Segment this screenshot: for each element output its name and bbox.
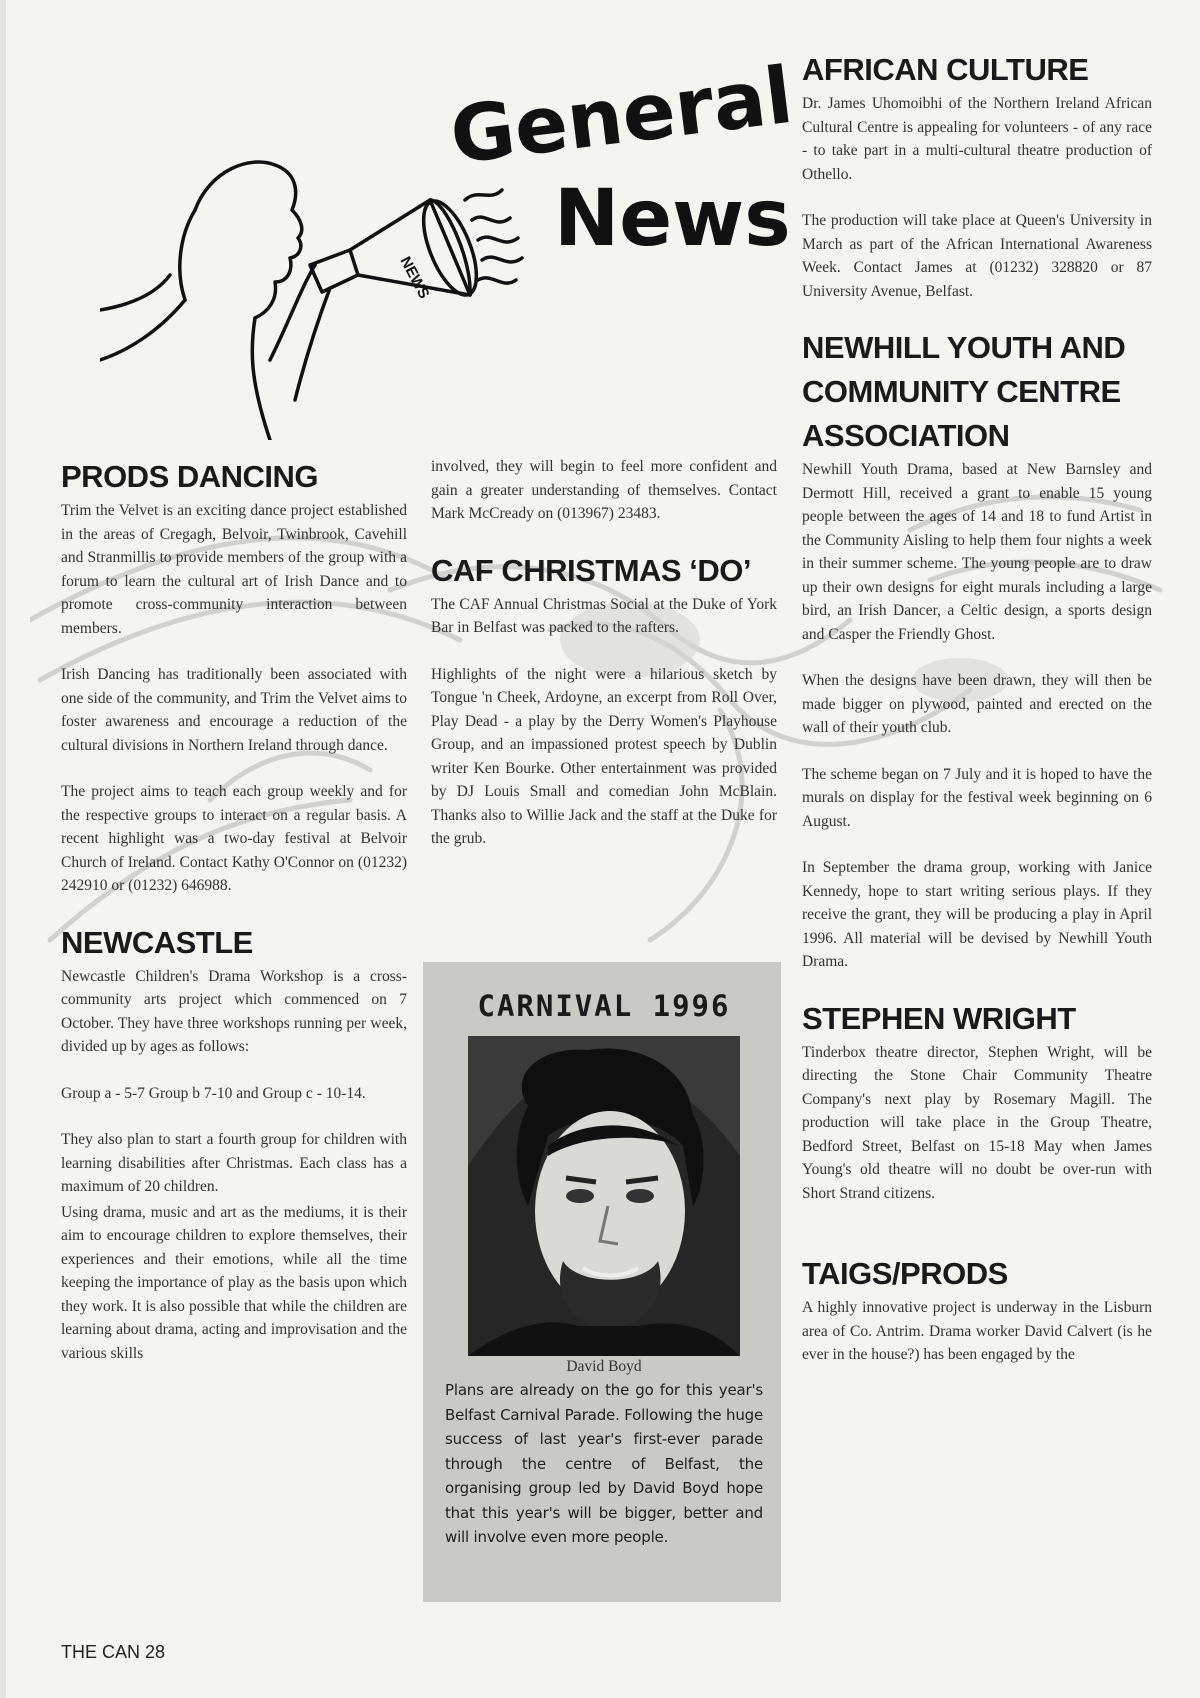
article-paragraph: Newhill Youth Drama, based at New Barnsley and Dermott Hill, received a grant to enable 15 young people between the ages of 14 and 18 to fund Artist in the Community Aisling to help them four nights a week in their summer scheme. The young people are to draw up their own designs for eight murals including a large bird, an Irish Dancer, a Celtic design, a sports design and Casper the Friendly Ghost. bbox=[802, 461, 1152, 643]
article-newhill bbox=[802, 326, 1152, 974]
article-paragraph: Trim the Velvet is an exciting dance project established in the areas of Cregagh, Belvoir, Twinbrook, Cavehill and Stranmillis to provide members of the group with a forum to learn the cultural art of Irish Dance and to promote cross-community interaction between members. bbox=[61, 502, 407, 637]
article-heading: CAF CHRISTMAS ‘DO’ bbox=[431, 552, 751, 588]
article-continuation: involved, they will begin to feel more confident and gain a greater understanding of themselves. Contact Mark McCready on (013967) 23483. bbox=[431, 458, 777, 522]
article-heading: NEWHILL YOUTH AND COMMUNITY CENTRE ASSOCIATION bbox=[802, 330, 1126, 453]
article-prods-dancing bbox=[61, 455, 407, 898]
article-paragraph: Dr. James Uhomoibhi of the Northern Ireland African Cultural Centre is appealing for volunteers - of any race - to take part in a multi-cultural theatre production of Othello. bbox=[802, 95, 1152, 183]
article-caf-christmas bbox=[431, 549, 777, 851]
article-paragraph: Using drama, music and art as the mediums, it is their aim to encourage children to explore themselves, their experiences and their emotions, while all the time keeping the importance of play as the basis upon which they work. It is also possible that while the children are learning about drama, acting and improvisation and the various skills bbox=[61, 1203, 407, 1362]
article-heading: PRODS DANCING bbox=[61, 459, 319, 494]
article-african-culture bbox=[802, 48, 1152, 303]
page-footer: THE CAN 28 bbox=[61, 1642, 166, 1662]
carnival-heading: CARNIVAL 1996 bbox=[477, 989, 731, 1023]
article-heading: STEPHEN WRIGHT bbox=[802, 1000, 1076, 1036]
article-paragraph: Group a - 5-7 Group b 7-10 and Group c - 10-14. bbox=[61, 1084, 366, 1102]
article-paragraph: The scheme began on 7 July and it is hoped to have the murals on display for the festival week beginning on 6 August. bbox=[802, 765, 1152, 830]
article-paragraph: They also plan to start a fourth group for children with learning disabilities after Christmas. Each class has a maximum of 20 children. bbox=[61, 1131, 407, 1195]
article-paragraph: When the designs have been drawn, they will then be made bigger on plywood, painted and erected on the wall of their youth club. bbox=[802, 672, 1152, 736]
article-stephen-wright bbox=[802, 997, 1152, 1206]
masthead-title-news: News bbox=[554, 174, 791, 264]
megaphone-label: NEWS bbox=[396, 253, 433, 302]
article-heading: NEWCASTLE bbox=[61, 924, 253, 960]
article-paragraph: Irish Dancing has traditionally been associated with one side of the community, and Trim the Velvet aims to foster awareness and encourage a reduction of the cultural divisions in Northern Ireland through dance. bbox=[61, 666, 407, 754]
article-heading: AFRICAN CULTURE bbox=[802, 52, 1089, 87]
middle-column bbox=[431, 455, 777, 874]
article-paragraph: Tinderbox theatre director, Stephen Wright, will be directing the Stone Chair Community Theatre Company's next play by Rosemary Magill. The production will take place in the Group Theatre, Bedford Street, Belfast on 15-18 May when James Young's old theatre will no doubt be over-run with Short Strand citizens. bbox=[802, 1043, 1152, 1202]
article-paragraph: A highly innovative project is underway in the Lisburn area of Co. Antrim. Drama worker David Calvert (is he ever in the house?) has been engaged by the bbox=[802, 1299, 1152, 1363]
photo-caption: David Boyd bbox=[566, 1358, 642, 1375]
masthead-title-general: General bbox=[445, 50, 798, 182]
carnival-text: Plans are already on the go for this year's Belfast Carnival Parade. Following the huge success of last year's first-ever parade through the centre of Belfast, the organising group led by David Boyd hope that this year's will be bigger, better and will involve even more people. bbox=[445, 1381, 763, 1546]
article-paragraph: In September the drama group, working with Janice Kennedy, hope to start writing serious plays. If they receive the grant, they will be producing a play in April 1996. All material will be devised by Newhill Youth Drama. bbox=[802, 859, 1152, 970]
article-heading: TAIGS/PRODS bbox=[802, 1256, 1008, 1291]
carnival-sidebar bbox=[423, 962, 781, 1602]
article-paragraph: Highlights of the night were a hilarious sketch by Tongue 'n Cheek, Ardoyne, an excerpt from Roll Over, Play Dead - a play by the Derry Women's Playhouse Group, and an impassioned protest speech by Dublin writer Ken Bourke. Other entertainment was provided by DJ Louis Small and comedian John McBlain. Thanks also to Willie Jack and the staff at the Duke for the grub. bbox=[431, 665, 777, 847]
article-paragraph: Newcastle Children's Drama Workshop is a cross-community arts project which commenced on 7 October. They have three workshops running per week, divided up by ages as follows: bbox=[61, 967, 407, 1055]
masthead bbox=[100, 50, 798, 440]
right-column bbox=[802, 48, 1152, 1390]
left-column bbox=[61, 455, 407, 1388]
article-newcastle bbox=[61, 921, 407, 1366]
david-boyd-photo bbox=[468, 1036, 740, 1356]
article-paragraph: The production will take place at Queen's University in March as part of the African International Awareness Week. Contact James at (01232) 328820 or 87 University Avenue, Belfast. bbox=[802, 212, 1152, 300]
article-paragraph: The project aims to teach each group weekly and for the respective groups to interact on a regular basis. A recent highlight was a two-day festival at Belvoir Church of Ireland. Contact Kathy O'Connor on (01232) 242910 or (01232) 646988. bbox=[61, 783, 407, 894]
article-paragraph: The CAF Annual Christmas Social at the Duke of York Bar in Belfast was packed to the rafters. bbox=[431, 595, 777, 636]
article-taigs-prods bbox=[802, 1252, 1152, 1367]
